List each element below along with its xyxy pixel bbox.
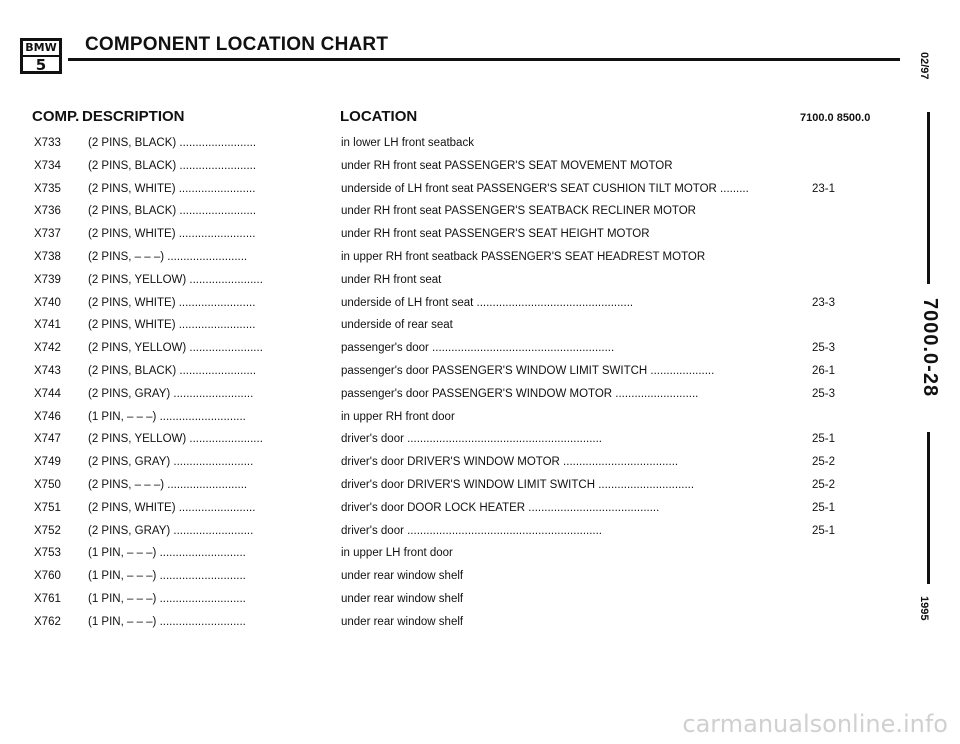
logo-series: 5 — [35, 55, 47, 74]
component-id: X743 — [34, 364, 61, 377]
component-description: (2 PINS, WHITE) ........................ — [88, 296, 256, 309]
table-row — [0, 407, 900, 430]
component-location: under rear window shelf — [341, 592, 464, 605]
component-description: (1 PIN, – – –) ........................... — [88, 592, 246, 605]
table-row — [0, 429, 900, 452]
model-year: 1995 — [918, 596, 930, 621]
side-rule-lower — [927, 432, 930, 584]
component-description: (2 PINS, BLACK) ........................ — [88, 159, 257, 172]
component-id: X750 — [34, 478, 61, 491]
component-location: in upper RH front seatback PASSENGER'S SEAT HEADREST MOTOR — [341, 250, 706, 263]
table-row — [0, 247, 900, 270]
component-id: X742 — [34, 342, 61, 355]
component-location: driver's door ............................................................. — [341, 433, 603, 446]
component-id: X749 — [34, 456, 61, 469]
reference-number: 25-2 — [812, 456, 836, 469]
component-description: (2 PINS, BLACK) ........................ — [88, 205, 257, 218]
component-description: (2 PINS, GRAY) ......................... — [88, 387, 254, 400]
component-location: passenger's door PASSENGER'S WINDOW MOTOR .......................... — [341, 387, 699, 400]
reference-number: 25-3 — [812, 387, 836, 400]
component-description: (2 PINS, WHITE) ........................ — [88, 319, 256, 332]
component-id: X760 — [34, 570, 61, 583]
page-title: COMPONENT LOCATION CHART — [85, 34, 389, 55]
page-number: 7000.0-28 — [919, 298, 941, 398]
reference-number: 25-1 — [812, 501, 836, 514]
component-location: in upper LH front door — [341, 547, 453, 560]
table-row — [0, 133, 900, 156]
component-location: driver's door DRIVER'S WINDOW LIMIT SWITCH .............................. — [341, 478, 695, 491]
component-location: under rear window shelf — [341, 615, 464, 628]
component-location: underside of rear seat — [341, 319, 453, 332]
logo-brand: BMW — [23, 41, 59, 57]
table-row — [0, 498, 900, 521]
component-id: X737 — [34, 228, 61, 241]
component-description: (1 PIN, – – –) ........................... — [88, 615, 246, 628]
component-id: X739 — [34, 273, 61, 286]
component-description: (2 PINS, WHITE) ........................ — [88, 228, 256, 241]
table-row — [0, 361, 900, 384]
reference-number: 25-3 — [812, 342, 836, 355]
component-description: (2 PINS, GRAY) ......................... — [88, 456, 254, 469]
component-location: driver's door DOOR LOCK HEATER ......................................... — [341, 501, 660, 514]
component-description: (2 PINS, YELLOW) ....................... — [88, 433, 263, 446]
table-row — [0, 156, 900, 179]
component-description: (1 PIN, – – –) ........................... — [88, 547, 246, 560]
revision-date: 02/97 — [918, 52, 930, 80]
reference-number: 23-1 — [812, 182, 836, 195]
component-id: X751 — [34, 501, 61, 514]
component-description: (2 PINS, WHITE) ........................ — [88, 182, 256, 195]
bmw-logo — [20, 38, 62, 74]
component-id: X746 — [34, 410, 61, 423]
component-description: (2 PINS, YELLOW) ....................... — [88, 342, 263, 355]
component-location: under RH front seat — [341, 273, 442, 286]
reference-number: 25-2 — [812, 478, 836, 491]
column-header-description: DESCRIPTION — [82, 108, 185, 125]
side-margin — [900, 40, 960, 660]
component-id: X741 — [34, 319, 61, 332]
component-description: (2 PINS, WHITE) ........................ — [88, 501, 256, 514]
table-row — [0, 224, 900, 247]
column-header-models: 7100.0 8500.0 — [800, 112, 871, 124]
component-id: X753 — [34, 547, 61, 560]
component-table — [0, 133, 900, 635]
reference-number: 26-1 — [812, 364, 836, 377]
component-description: (2 PINS, – – –) ......................... — [88, 478, 248, 491]
component-location: under RH front seat PASSENGER'S SEATBACK RECLINER MOTOR — [341, 205, 696, 218]
component-description: (2 PINS, YELLOW) ....................... — [88, 273, 263, 286]
component-id: X761 — [34, 592, 61, 605]
component-location: in lower LH front seatback — [341, 137, 474, 149]
component-description: (2 PINS, BLACK) ........................ — [88, 137, 257, 149]
component-id: X738 — [34, 250, 61, 263]
component-description: (1 PIN, – – –) ........................... — [88, 410, 246, 423]
component-location: under RH front seat PASSENGER'S SEAT HEIGHT MOTOR — [341, 228, 650, 241]
table-row — [0, 521, 900, 544]
table-row — [0, 612, 900, 635]
watermark: carmanualsonline.info — [682, 710, 948, 738]
component-location: passenger's door ......................................................... — [341, 342, 615, 355]
title-divider — [68, 58, 900, 61]
table-row — [0, 566, 900, 589]
table-row — [0, 384, 900, 407]
reference-number: 25-1 — [812, 524, 836, 537]
component-location: under RH front seat PASSENGER'S SEAT MOVEMENT MOTOR — [341, 159, 673, 172]
table-row — [0, 589, 900, 612]
component-description: (1 PIN, – – –) ........................... — [88, 570, 246, 583]
table-row — [0, 543, 900, 566]
component-description: (2 PINS, – – –) ......................... — [88, 250, 248, 263]
component-id: X733 — [34, 137, 61, 149]
side-rule-upper — [927, 112, 930, 284]
table-row — [0, 270, 900, 293]
component-id: X735 — [34, 182, 61, 195]
component-id: X736 — [34, 205, 61, 218]
table-row — [0, 338, 900, 361]
table-row — [0, 201, 900, 224]
table-row — [0, 179, 900, 202]
component-id: X734 — [34, 159, 61, 172]
component-id: X762 — [34, 615, 61, 628]
component-location: driver's door ............................................................. — [341, 524, 603, 537]
component-id: X744 — [34, 387, 61, 400]
reference-number: 25-1 — [812, 433, 836, 446]
table-row — [0, 475, 900, 498]
component-location: underside of LH front seat ................................................. — [341, 296, 634, 309]
component-location: in upper RH front door — [341, 410, 455, 423]
table-row — [0, 452, 900, 475]
component-location: passenger's door PASSENGER'S WINDOW LIMIT SWITCH .................... — [341, 364, 715, 377]
component-location: driver's door DRIVER'S WINDOW MOTOR .................................... — [341, 456, 679, 469]
reference-number: 23-3 — [812, 296, 836, 309]
component-id: X740 — [34, 296, 61, 309]
component-description: (2 PINS, GRAY) ......................... — [88, 524, 254, 537]
component-location: under rear window shelf — [341, 570, 464, 583]
component-id: X747 — [34, 433, 61, 446]
component-id: X752 — [34, 524, 61, 537]
column-header-location: LOCATION — [340, 108, 418, 125]
table-row — [0, 315, 900, 338]
component-location: underside of LH front seat PASSENGER'S SEAT CUSHION TILT MOTOR ......... — [341, 182, 749, 195]
column-header-comp: COMP. — [32, 108, 80, 125]
table-row — [0, 293, 900, 316]
component-description: (2 PINS, BLACK) ........................ — [88, 364, 257, 377]
